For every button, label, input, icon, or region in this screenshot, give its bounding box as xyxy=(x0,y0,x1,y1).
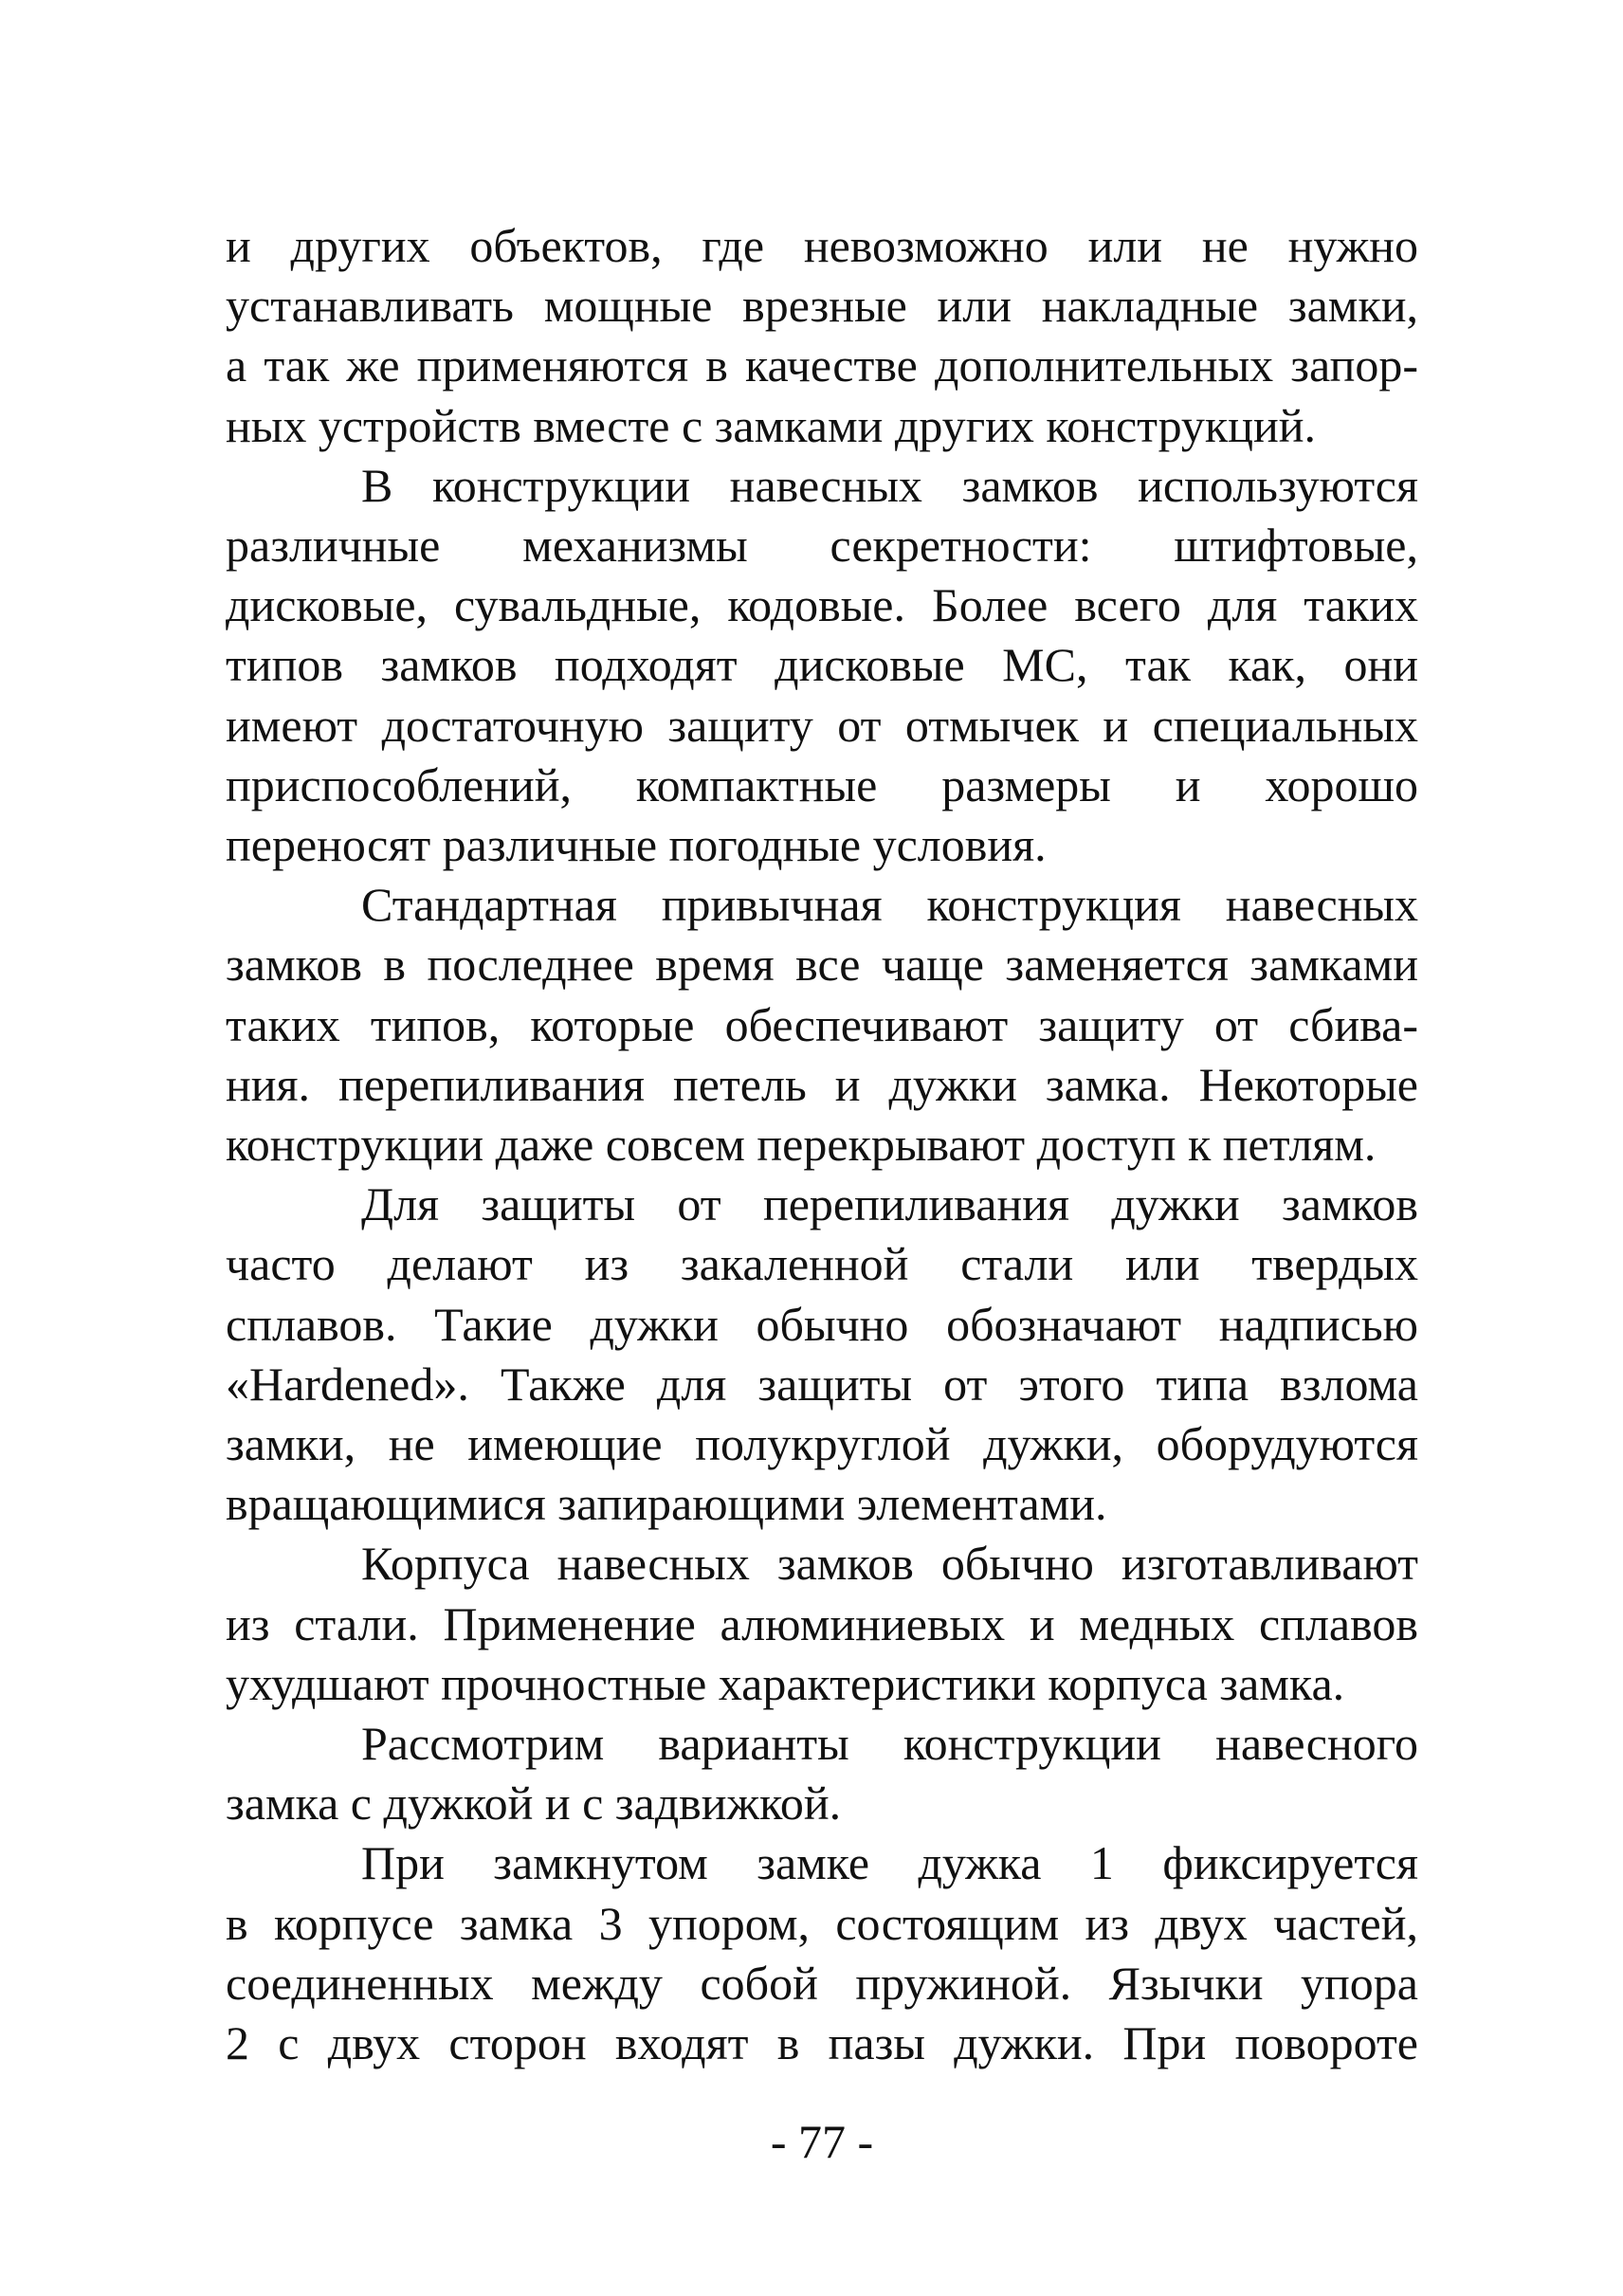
paragraph-3 xyxy=(226,875,1418,1175)
text-line: дисковые, сувальдные, кодовые. Более всего для таких xyxy=(226,578,1418,632)
text-line: таких типов, которые обеспечивают защиту от сбива- xyxy=(226,997,1418,1051)
paragraph-5 xyxy=(226,1534,1418,1714)
text-line: ния. перепиливания петель и дужки замка. Некоторые xyxy=(226,1057,1418,1111)
text-line: соединенных между собой пружиной. Язычки упора xyxy=(226,1956,1418,2010)
page-number: - 77 - xyxy=(770,2115,874,2168)
text-line: вращающимися запирающими элементами. xyxy=(226,1477,1107,1531)
text-line: 2 с двух сторон входят в пазы дужки. При повороте xyxy=(226,2016,1418,2070)
page-body xyxy=(226,216,1418,2207)
text-line: «Hardened». Также для защиты от этого типа взлома xyxy=(226,1357,1418,1411)
text-line: конструкции даже совсем перекрывают доступ к петлям. xyxy=(226,1118,1377,1172)
text-line: замка с дужкой и с задвижкой. xyxy=(226,1777,842,1831)
paragraph-4 xyxy=(226,1175,1418,1534)
paragraph-2 xyxy=(226,456,1418,875)
text-line: и других объектов, где невозможно или не нужно xyxy=(226,219,1418,272)
text-line: сплавов. Такие дужки обычно обозначают надписью xyxy=(226,1297,1418,1351)
text-line: из стали. Применение алюминиевых и медных сплавов xyxy=(226,1596,1418,1650)
paragraph-6 xyxy=(226,1714,1418,1833)
paragraph-7 xyxy=(226,1833,1418,2073)
text-line: переносят различные погодные условия. xyxy=(226,818,1047,872)
text-line: ухудшают прочностные характеристики корпуса замка. xyxy=(226,1656,1345,1710)
text-line: а так же применяются в качестве дополнительных запор- xyxy=(226,338,1418,392)
text-line: приспособлений, компактные размеры и хорошо xyxy=(226,757,1418,811)
text-line: типов замков подходят дисковые МС, так как, они xyxy=(226,638,1418,692)
text-line: Для защиты от перепиливания дужки замков xyxy=(361,1177,1418,1231)
text-line: замки, не имеющие полукруглой дужки, оборудуются xyxy=(226,1417,1418,1471)
text-line: При замкнутом замке дужка 1 фиксируется xyxy=(361,1836,1418,1890)
text-line: имеют достаточную защиту от отмычек и специальных xyxy=(226,698,1418,752)
text-line: замков в последнее время все чаще заменяется замками xyxy=(226,938,1418,992)
text-line: различные механизмы секретности: штифтовые, xyxy=(226,519,1418,573)
text-line: Корпуса навесных замков обычно изготавливают xyxy=(361,1537,1418,1591)
paragraph-1 xyxy=(226,216,1418,456)
text-line: В конструкции навесных замков используются xyxy=(361,458,1418,512)
text-line: Стандартная привычная конструкция навесных xyxy=(361,878,1418,932)
text-line: Рассмотрим варианты конструкции навесного xyxy=(361,1717,1418,1771)
text-line: ных устройств вместе с замками других конструкций. xyxy=(226,398,1316,452)
text-line: часто делают из закаленной стали или твердых xyxy=(226,1237,1418,1291)
text-line: в корпусе замка 3 упором, состоящим из двух частей, xyxy=(226,1896,1418,1950)
text-line: устанавливать мощные врезные или накладные замки, xyxy=(226,279,1418,333)
